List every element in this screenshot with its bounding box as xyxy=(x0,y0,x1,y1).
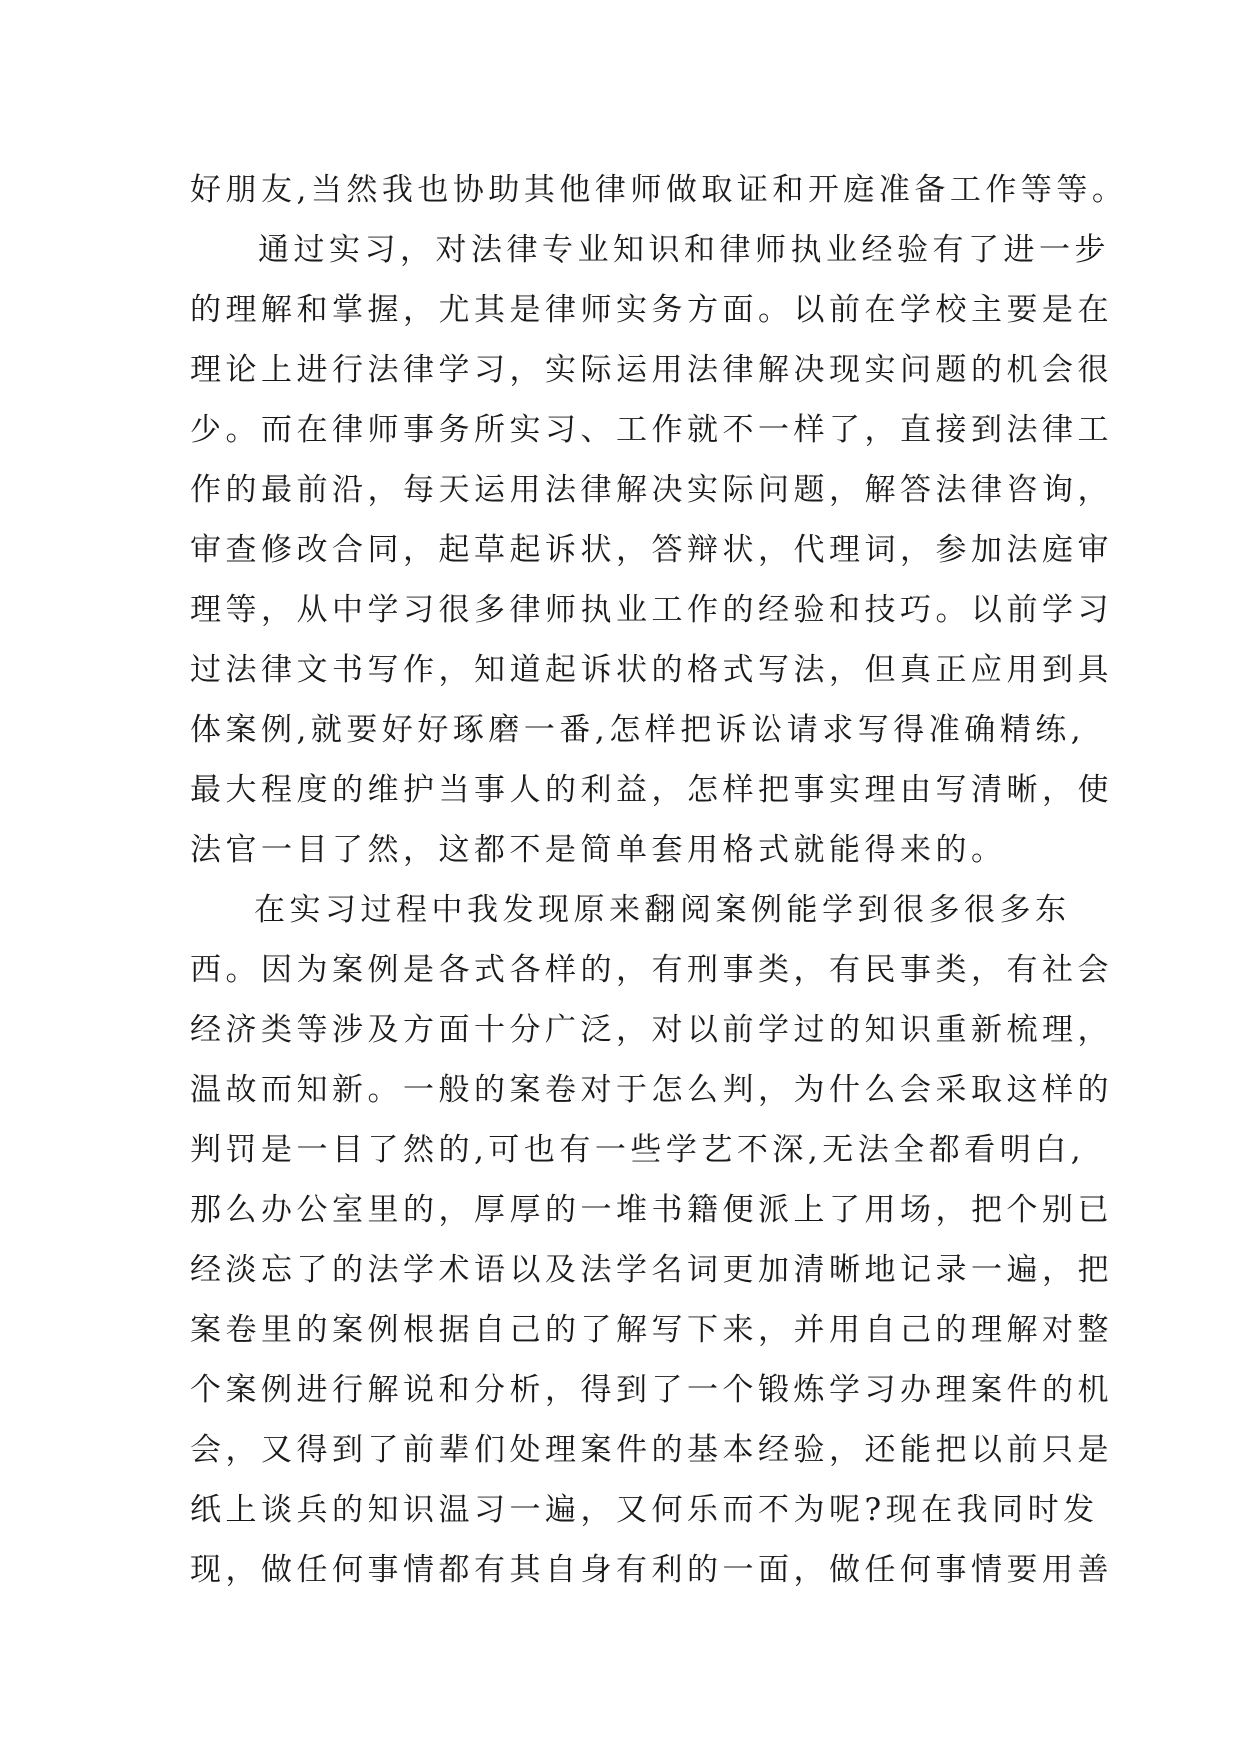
text-line: 现，做任何事情都有其自身有利的一面，做任何事情要用善 xyxy=(190,1552,1113,1588)
text-line: 审查修改合同，起草起诉状，答辩状，代理词，参加法庭审 xyxy=(190,532,1113,568)
text-line: 那么办公室里的，厚厚的一堆书籍便派上了用场，把个别已 xyxy=(190,1192,1113,1228)
text-line: 通过实习，对法律专业知识和律师执业经验有了进一步 xyxy=(258,232,1110,268)
text-line: 温故而知新。一般的案卷对于怎么判，为什么会采取这样的 xyxy=(190,1072,1113,1108)
text-line: 理论上进行法律学习，实际运用法律解决现实问题的机会很 xyxy=(190,352,1113,388)
text-line: 在实习过程中我发现原来翻阅案例能学到很多很多东 xyxy=(254,892,1071,928)
text-line: 会，又得到了前辈们处理案件的基本经验，还能把以前只是 xyxy=(190,1432,1113,1468)
text-line: 少。而在律师事务所实习、工作就不一样了，直接到法律工 xyxy=(190,412,1113,448)
text-line: 作的最前沿，每天运用法律解决实际问题，解答法律咨询， xyxy=(190,472,1113,508)
text-line: 判罚是一目了然的,可也有一些学艺不深,无法全都看明白, xyxy=(190,1132,1086,1168)
text-line: 过法律文书写作，知道起诉状的格式写法，但真正应用到具 xyxy=(190,652,1113,688)
text-line: 经济类等涉及方面十分广泛，对以前学过的知识重新梳理， xyxy=(190,1012,1113,1048)
text-line: 好朋友,当然我也协助其他律师做取证和开庭准备工作等等。 xyxy=(190,172,1128,208)
text-line: 的理解和掌握，尤其是律师实务方面。以前在学校主要是在 xyxy=(190,292,1113,328)
text-line: 纸上谈兵的知识温习一遍，又何乐而不为呢?现在我同时发 xyxy=(190,1492,1099,1528)
text-line: 个案例进行解说和分析，得到了一个锻炼学习办理案件的机 xyxy=(190,1372,1113,1408)
paragraph-2 xyxy=(190,220,1113,880)
text-line: 案卷里的案例根据自己的了解写下来，并用自己的理解对整 xyxy=(190,1312,1113,1348)
text-line: 西。因为案例是各式各样的，有刑事类，有民事类，有社会 xyxy=(190,952,1113,988)
text-line: 最大程度的维护当事人的利益，怎样把事实理由写清晰，使 xyxy=(190,772,1113,808)
text-line: 理等，从中学习很多律师执业工作的经验和技巧。以前学习 xyxy=(190,592,1113,628)
document-body xyxy=(190,160,1128,1600)
text-line: 体案例,就要好好琢磨一番,怎样把诉讼请求写得准确精练, xyxy=(190,712,1086,748)
paragraph-3 xyxy=(190,880,1113,1600)
text-line: 经淡忘了的法学术语以及法学名词更加清晰地记录一遍，把 xyxy=(190,1252,1113,1288)
text-line: 法官一目了然，这都不是简单套用格式就能得来的。 xyxy=(190,832,1007,868)
paragraph-1 xyxy=(190,160,1128,220)
